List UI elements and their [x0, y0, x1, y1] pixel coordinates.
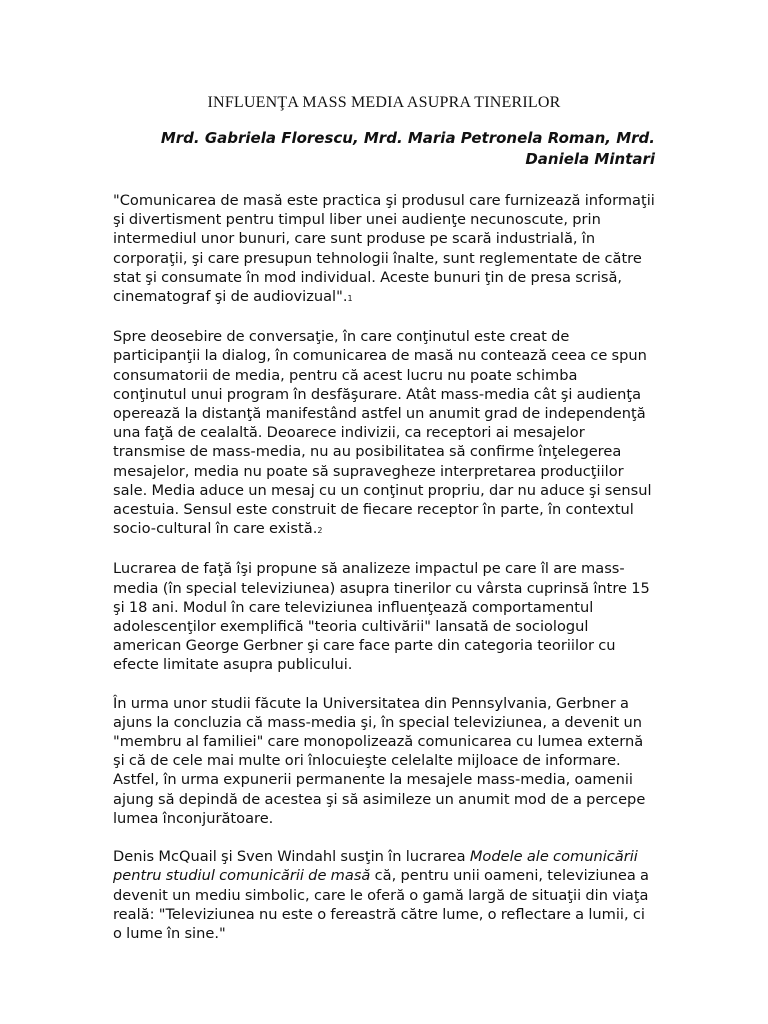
paragraph-4: În urma unor studii făcute la Universitatea din Pennsylvania, Gerbner a ajuns la concluzia că mass-media şi, în special televiziunea, a devenit un "membru al familiei" care monopolizează comunicarea cu lumea externă şi că de cele mai multe ori înlocuieşte celelalte mijloace de informare. Astfel, în urma expunerii permanente la mesajele mass-media, oamenii ajung să depindă de acestea şi să asimileze un anumit mod de a percepe lumea înconjurătoare. — [113, 694, 646, 827]
paragraph-5-text-after: că, pentru unii oameni, televiziunea a devenit un mediu simbolic, care le oferă o gamă largă de situaţii din viaţa reală: "Televiziunea nu este o fereastră către lume, o reflectare a lumii, ci o lume în sine." — [113, 867, 649, 942]
paragraph-2 — [113, 327, 655, 540]
footnote-marker-2: 2 — [317, 526, 323, 536]
paragraph-5 — [113, 847, 655, 943]
paragraph-3: Lucrarea de faţă îşi propune să analizeze impactul pe care îl are mass-media (în special televiziunea) asupra tinerilor cu vârsta cuprinsă între 15 şi 18 ani. Modul în care televiziunea influenţează comportamentul adolescenţilor exemplifică "teoria cultivării" lansată de sociologul american George Gerbner şi care face parte din categoria teoriilor cu efecte limitate asupra publicului. — [113, 560, 650, 674]
paragraph-5-text-before: Denis McQuail şi Sven Windahl susţin în lucrarea — [113, 848, 470, 866]
footnote-marker-1: 1 — [347, 294, 353, 304]
paragraph-1-text: "Comunicarea de masă este practica şi produsul care furnizează informaţii şi divertisment pentru timpul liber unei audienţe necunoscute, prin intermediul unor bunuri, care sunt produse pe scară industrială, în corporaţii, şi care presupun tehnologii înalte, sunt reglementate de către stat şi consumate în mod individual. Aceste bunuri ţin de presa scrisă, cinematograf şi de audiovizual". — [113, 192, 655, 306]
authors-line-2: Daniela Mintari — [525, 150, 655, 168]
authors-block — [113, 128, 655, 170]
paragraph-1 — [113, 191, 655, 308]
book-title-italic: Modele ale comunicării pentru studiul comunicării de masă — [113, 848, 638, 885]
authors-line-1: Mrd. Gabriela Florescu, Mrd. Maria Petronela Roman, Mrd. — [160, 129, 655, 147]
paragraph-2-text: Spre deosebire de conversaţie, în care conţinutul este creat de participanţii la dialog, în comunicarea de masă nu contează ceea ce spun consumatorii de media, pentru că acest lucru nu poate schimba conţinutul unui program în desfăşurare. Atât mass-media cât şi audienţa operează la distanţă manifestând astfel un anumit grad de independenţă una faţă de cealaltă. Deoarece indivizii, ca receptori ai mesajelor transmise de mass-media, nu au posibilitatea să confirme înţelegerea mesajelor, media nu poate să supravegheze interpretarea producţiilor sale. Media aduce un mesaj cu un conţinut propriu, dar nu aduce şi sensul acestuia. Sensul este construit de fiecare receptor în parte, în contextul socio-cultural în care există. — [113, 328, 652, 538]
document-title: INFLUENŢA MASS MEDIA ASUPRA TINERILOR — [207, 94, 561, 111]
